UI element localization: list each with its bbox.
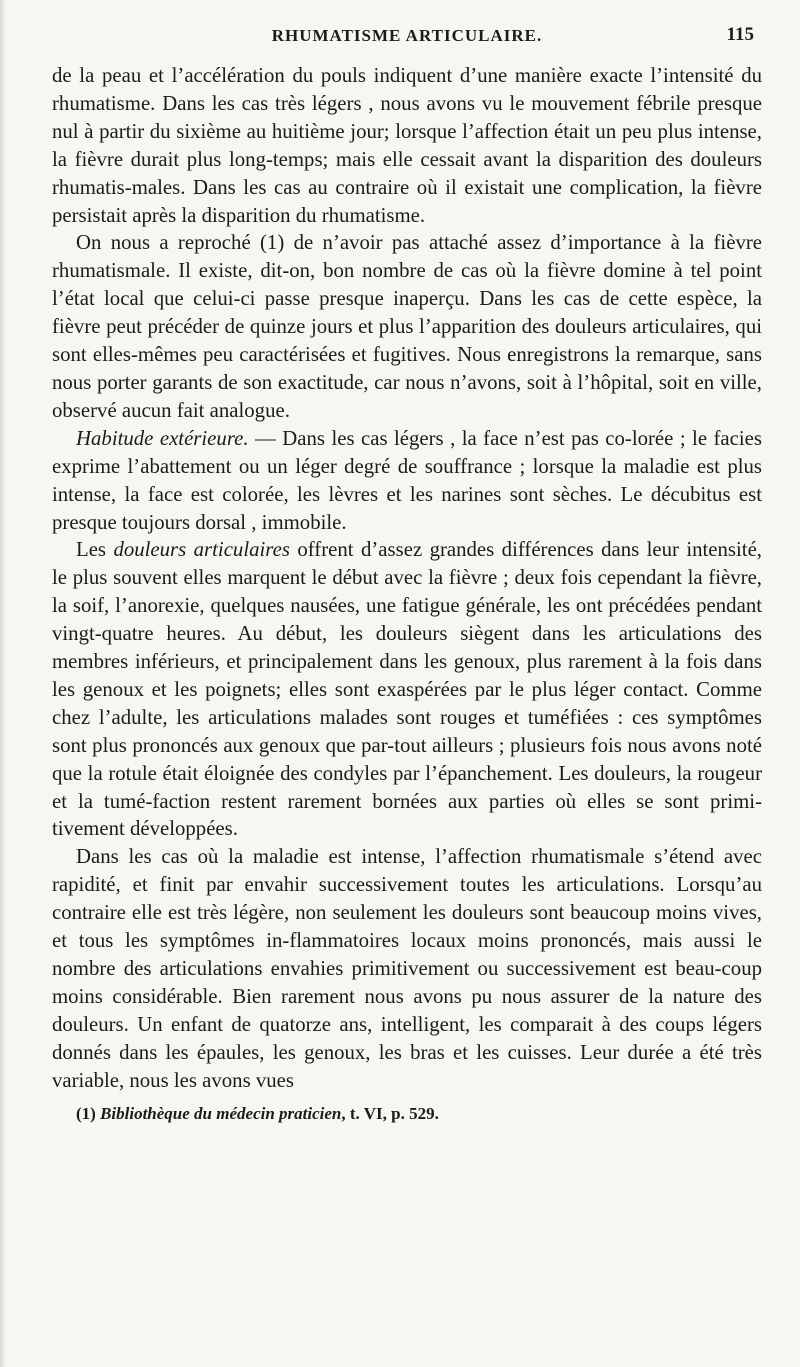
paragraph-text: On nous a reproché (1) de n’avoir pas attaché assez d’importance à la fièvre rhumatismale. Il existe, dit-on, bon nombre de cas où la fièvre domine à tel point l’état local que celui-ci passe presque inaperçu. Dans les cas de cette espèce, la fièvre peut précéder de quinze jours et plus l’apparition des douleurs articulaires, qui sont elles-mêmes peu caractérisées et fugitives. Nous enregistrons la remarque, sans nous porter garants de son exactitude, car nous n’avons, soit à l’hôpital, soit en ville, observé aucun fait analogue. <box>52 231 762 422</box>
page-number: 115 <box>726 24 754 45</box>
paragraph-rheumatic-fever <box>52 229 762 424</box>
italic-term: douleurs articulaires <box>113 538 290 562</box>
paragraph-text: de la peau et l’accélération du pouls indiquent d’une manière exacte l’intensité du rhumatisme. Dans les cas très légers , nous avons vu le mouvement fébrile presque nul à partir du sixième au huitième jour; lorsque l’affection était un peu plus intense, la fièvre durait plus long-temps; mais elle cessait avant la disparition des douleurs rhumatis-males. Dans les cas au contraire où il existait une complication, la fièvre persistait après la disparition du rhumatisme. <box>52 64 762 227</box>
paragraph-text: — Dans les cas légers , la face n’est pas co-lorée ; le facies exprime l’abattement ou un léger degré de souffrance ; lorsque la maladie est plus intense, la face est colorée, les lèvres et les narines sont sèches. Le décubitus est presque toujours dorsal , immobile. <box>52 426 762 534</box>
body-text <box>52 62 762 1095</box>
paragraph-text: offrent d’assez grandes différences dans leur intensité, le plus souvent elles marquent le début avec la fièvre ; deux fois cependant la fièvre, la soif, l’anorexie, quelques nausées, une fatigue générale, les ont précédées pendant vingt-quatre heures. Au début, les douleurs siègent dans les articulations des membres inférieurs, et principalement dans les genoux, plus rarement à la fois dans les genoux et les poignets; elles sont exaspérées par le plus léger contact. Comme chez l’adulte, les articulations malades sont rouges et tuméfiées : ces symptômes sont plus prononcés aux genoux que par-tout ailleurs ; plusieurs fois nous avons noté que la rotule était éloignée des condyles par l’épanchement. Les douleurs, la rougeur et la tumé-faction restent rarement bornées aux parties où elles se sont primi-tivement développées. <box>52 538 763 841</box>
paragraph-text: Les <box>76 538 114 562</box>
running-title: RHUMATISME ARTICULAIRE. <box>271 26 543 45</box>
footnote-reference: , t. VI, p. 529. <box>341 1103 439 1123</box>
gutter-shadow <box>0 0 6 1367</box>
paragraph-fever-duration <box>52 62 762 229</box>
paragraph-text: Dans les cas où la maladie est intense, l’affection rhumatismale s’étend avec rapidité, et finit par envahir successivement toutes les articulations. Lorsqu’au contraire elle est très légère, non seulement les douleurs sont beaucoup moins vives, et tous les symptômes in-flammatoires locaux moins prononcés, mais aussi le nombre des articulations envahies primitivement ou successivement est beau-coup moins considérable. Bien rarement nous avons pu nous assurer de la nature des douleurs. Un enfant de quatorze ans, intelligent, les comparait à des coups légers donnés dans les épaules, les genoux, les bras et les cuisses. Leur durée a été très variable, nous les avons vues <box>52 845 762 1092</box>
paragraph-intense-cases <box>52 843 762 1094</box>
footnote-title: Bibliothèque du médecin praticien <box>100 1103 342 1123</box>
footnote <box>52 1103 762 1125</box>
paragraph-joint-pains <box>52 536 762 843</box>
paragraph-external-habit <box>52 425 762 537</box>
page-header <box>52 0 762 62</box>
section-heading-italic: Habitude extérieure. <box>76 426 249 450</box>
footnote-label: (1) <box>76 1103 96 1123</box>
